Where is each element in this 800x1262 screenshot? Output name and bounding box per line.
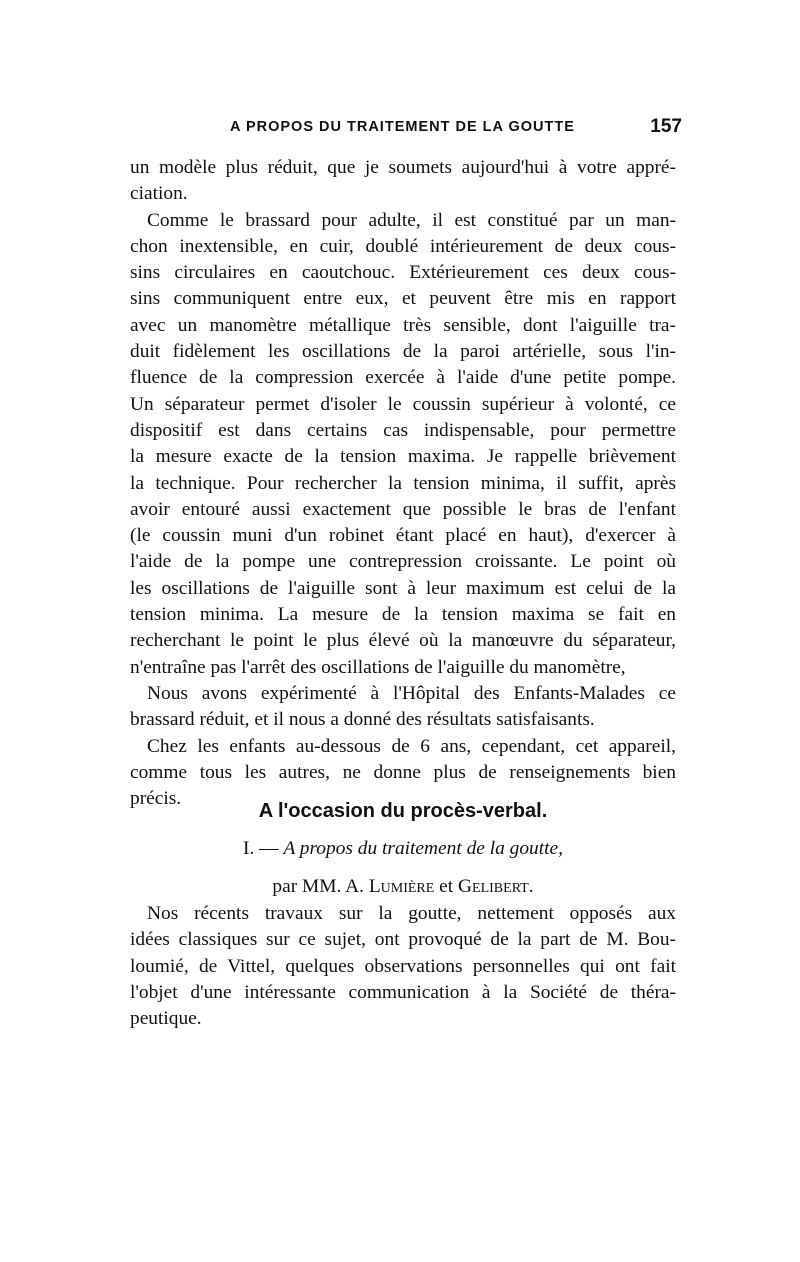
authors-join: et: [434, 876, 459, 897]
text-line: tension minima. La mesure de la tension maxima se fait en: [130, 604, 676, 626]
section-title: A l'occasion du procès-verbal.: [258, 800, 548, 822]
text-line: la technique. Pour rechercher la tension minima, il suffit, après: [130, 472, 676, 494]
text-line: brassard réduit, et il nous a donné des résultats satisfaisants.: [130, 709, 595, 731]
text-line: Chez les enfants au-dessous de 6 ans, cependant, cet appareil,: [147, 735, 676, 757]
text-line: l'objet d'une intéressante communication à la Société de théra-: [130, 981, 676, 1003]
text-line: dispositif est dans certains cas indispensable, pour permettre: [130, 419, 676, 441]
body-text-after-heading: [130, 901, 676, 1032]
paragraph: [130, 681, 676, 734]
text-line: (le coussin muni d'un robinet étant placé en haut), d'exercer à: [130, 525, 676, 547]
text-line: un modèle plus réduit, que je soumets aujourd'hui à votre appré-: [130, 157, 676, 178]
subtitle-prefix: I. —: [243, 838, 284, 859]
text-line: loumié, de Vittel, quelques observations personnelles qui ont fait: [130, 955, 676, 977]
running-head-title: A PROPOS DU TRAITEMENT DE LA GOUTTE: [230, 119, 575, 135]
text-line: duit fidèlement les oscillations de la paroi artérielle, sous l'in-: [130, 341, 676, 363]
text-line: chon inextensible, en cuir, doublé intérieurement de deux cous-: [130, 235, 676, 257]
text-line: sins circulaires en caoutchouc. Extérieurement ces deux cous-: [130, 262, 676, 284]
text-line: fluence de la compression exercée à l'aide d'une petite pompe.: [130, 367, 676, 389]
authors-line: [130, 872, 676, 902]
text-line: Un séparateur permet d'isoler le coussin supérieur à volonté, ce: [130, 393, 676, 415]
text-line: ciation.: [130, 183, 188, 205]
authors-prefix: par MM. A.: [272, 876, 369, 897]
section-heading-block: [130, 796, 676, 902]
text-line: l'aide de la pompe une contrepression croissante. Le point où: [130, 551, 676, 573]
text-line: comme tous les autres, ne donne plus de renseignements bien: [130, 761, 676, 783]
text-line: idées classiques sur ce sujet, ont provoqué de la part de M. Bou-: [130, 929, 676, 951]
section-subtitle: [130, 832, 676, 866]
text-line: avec un manomètre métallique très sensible, dont l'aiguille tra-: [130, 314, 676, 336]
paragraph: [130, 901, 676, 1032]
paragraph: [130, 208, 676, 681]
text-line: les oscillations de l'aiguille sont à leur maximum est celui de la: [130, 577, 676, 599]
subtitle-italic: A propos du traitement de la goutte,: [283, 838, 563, 859]
running-head: [130, 116, 682, 140]
page-number: 157: [650, 116, 682, 137]
text-line: Comme le brassard pour adulte, il est constitué par un man-: [147, 209, 676, 231]
text-line: précis.: [130, 788, 182, 810]
text-line: Nous avons expérimenté à l'Hôpital des Enfants-Malades ce: [147, 682, 676, 704]
body-text: [130, 155, 676, 812]
text-line: sins communiquent entre eux, et peuvent être mis en rapport: [130, 288, 676, 310]
text-line: n'entraîne pas l'arrêt des oscillations de l'aiguille du manomètre,: [130, 656, 626, 678]
text-line: avoir entouré aussi exactement que possible le bras de l'enfant: [130, 498, 676, 520]
text-line: peutique.: [130, 1008, 202, 1030]
text-line: la mesure exacte de la tension maxima. Je rappelle brièvement: [130, 446, 676, 468]
author-name: Gelibert.: [458, 876, 534, 897]
paragraph: [130, 155, 676, 208]
author-name: Lumière: [368, 876, 435, 897]
text-line: Nos récents travaux sur la goutte, nettement opposés aux: [147, 903, 676, 924]
text-line: recherchant le point le plus élevé où la manœuvre du séparateur,: [130, 630, 676, 652]
